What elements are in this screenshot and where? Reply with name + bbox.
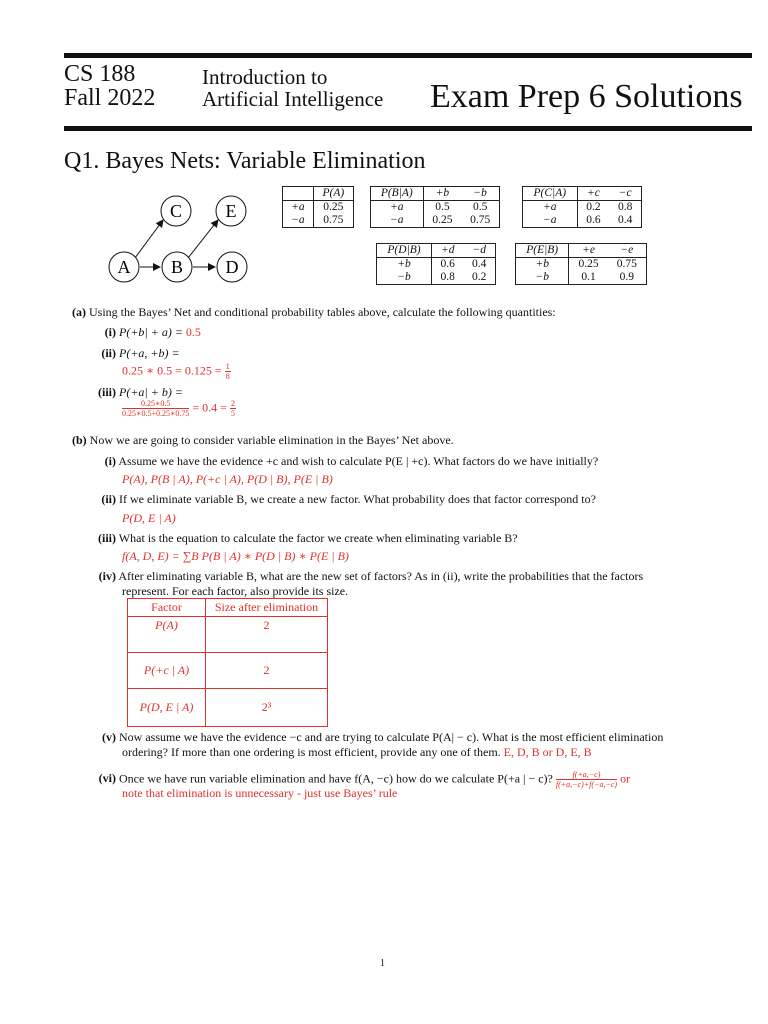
cpt-cell: 0.75 xyxy=(323,214,344,226)
node-c-label: C xyxy=(169,201,183,221)
answer-text: 0.25 ∗ 0.5 = 0.125 = xyxy=(122,363,222,378)
prompt-text: Now we are going to consider variable elimination in the Bayes’ Net above. xyxy=(89,433,454,447)
part-b-iii xyxy=(94,531,518,546)
fraction xyxy=(556,770,617,789)
cpt-cell: 0.2 xyxy=(586,201,601,213)
part-a-ii xyxy=(94,346,180,361)
size-cell: 2³ xyxy=(206,689,328,727)
cpt-header: +d xyxy=(431,244,463,258)
denominator: f(+a,−c)+f(−a,−c) xyxy=(555,780,618,789)
cpt-header xyxy=(283,187,314,201)
item-label: (i) xyxy=(104,454,116,468)
cpt-cell: 0.6 xyxy=(586,214,601,226)
answer-text: P(D, E | A) xyxy=(122,511,176,525)
denominator: 8 xyxy=(225,372,230,381)
course-term: Fall 2022 xyxy=(64,85,156,111)
question-text: What is the equation to calculate the factor we create when eliminating variable B? xyxy=(118,531,518,545)
denominator: 5 xyxy=(230,409,235,418)
size-cell: 2 xyxy=(206,617,328,653)
denominator: 0.25∗0.5+0.25∗0.75 xyxy=(122,409,190,418)
page-number: 1 xyxy=(380,958,385,969)
cpt-cell: 0.25 xyxy=(578,258,599,270)
cpt-p-d-given-b xyxy=(376,243,496,285)
question-title: Q1. Bayes Nets: Variable Elimination xyxy=(64,148,426,174)
question-text: P(+a| + b) = xyxy=(119,385,183,399)
part-a-i xyxy=(94,325,201,340)
part-a-iii xyxy=(94,385,183,400)
cpt-cell: 0.4 xyxy=(617,214,633,226)
part-b-v xyxy=(94,730,663,745)
cpt-cell: −a xyxy=(523,214,578,228)
numerator: f(+a,−c) xyxy=(556,770,617,780)
cpt-header: +b xyxy=(423,187,461,201)
cpt-cell: 0.9 xyxy=(619,271,635,283)
item-label: (vi) xyxy=(98,771,116,786)
size-cell: 2 xyxy=(206,653,328,689)
factor-table xyxy=(127,598,328,727)
fraction xyxy=(230,399,236,418)
item-label: (v) xyxy=(102,730,116,744)
cpt-header: +e xyxy=(569,244,608,258)
answer-text: P(A), P(B | A), P(+c | A), P(D | B), P(E | B) xyxy=(122,472,333,486)
part-b-v-line2 xyxy=(122,745,592,760)
course-block xyxy=(64,62,155,110)
factor-cell: P(+c | A) xyxy=(128,653,206,689)
part-a-prompt xyxy=(72,305,556,320)
item-label: (ii) xyxy=(101,346,116,360)
item-label: (iii) xyxy=(98,385,116,399)
header-top-rule xyxy=(64,53,752,58)
cpt-cell: 0.5 xyxy=(435,201,450,213)
answer-text: E, D, B or D, E, B xyxy=(503,745,592,759)
table-header: Size after elimination xyxy=(206,599,328,617)
cpt-cell: +a xyxy=(523,201,578,215)
item-label: (iv) xyxy=(98,569,116,583)
part-b-i xyxy=(94,454,598,469)
answer-text: = 0.4 = xyxy=(192,400,227,415)
question-text: Once we have run variable elimination and have f(A, −c) how do we calculate P(+a | − c)? xyxy=(119,771,553,786)
factor-cell: P(D, E | A) xyxy=(128,689,206,727)
part-b-iv xyxy=(94,569,643,584)
cpt-cell: −b xyxy=(377,271,432,285)
prompt-text: Using the Bayes’ Net and conditional probability tables above, calculate the following quantities: xyxy=(89,305,556,319)
answer-text: or xyxy=(620,771,631,786)
part-a-ii-answer xyxy=(122,362,231,381)
cpt-header: −c xyxy=(609,187,641,201)
cpt-cell: 0.25 xyxy=(432,214,453,226)
question-text: Now assume we have the evidence −c and are trying to calculate P(A| − c). What is the most efficient elimination xyxy=(119,730,664,744)
numerator: 1 xyxy=(225,362,230,371)
cpt-cell: 0.2 xyxy=(472,271,487,283)
course-code: CS 188 xyxy=(64,61,136,87)
cpt-header: −d xyxy=(463,244,495,258)
cpt-cell: +a xyxy=(371,201,424,215)
node-a-label: A xyxy=(117,257,131,277)
edge-b-e xyxy=(188,220,218,258)
item-label: (ii) xyxy=(101,492,116,506)
cpt-header: P(B|A) xyxy=(371,187,424,201)
question-text: P(+a, +b) = xyxy=(119,346,180,360)
cpt-cell: 0.1 xyxy=(581,271,596,283)
cpt-p-b-given-a xyxy=(370,186,500,228)
answer-text: f(A, D, E) = ∑B P(B | A) ∗ P(D | B) ∗ P(E | B) xyxy=(122,549,349,563)
bayes-net-diagram xyxy=(100,190,270,290)
numerator: 2 xyxy=(230,399,235,408)
table-header: Factor xyxy=(128,599,206,617)
question-text: If we eliminate variable B, we create a new factor. What probability does that factor correspond to? xyxy=(119,492,596,506)
node-b-label: B xyxy=(170,257,184,277)
cpt-cell: 0.8 xyxy=(617,201,633,213)
cpt-header: −e xyxy=(608,244,647,258)
document-title: Exam Prep 6 Solutions xyxy=(430,78,743,115)
question-text: After eliminating variable B, what are the new set of factors? As in (ii), write the probabilities that the factors xyxy=(118,569,644,583)
item-label: (iii) xyxy=(98,531,116,545)
cpt-header: P(D|B) xyxy=(377,244,432,258)
cpt-header: P(A) xyxy=(313,187,353,201)
cpt-p-c-given-a xyxy=(522,186,642,228)
part-label: (a) xyxy=(72,305,86,319)
header-bottom-rule xyxy=(64,126,752,131)
item-label: (i) xyxy=(104,325,116,339)
question-text: Assume we have the evidence +c and wish to calculate P(E | +c). What factors do we have initially? xyxy=(118,454,599,468)
part-a-iii-answer xyxy=(122,399,236,418)
cpt-header: +c xyxy=(577,187,609,201)
cpt-cell: +b xyxy=(516,258,569,272)
subject-line-1: Introduction to xyxy=(202,65,328,89)
answer-text: 0.5 xyxy=(185,325,201,339)
cpt-cell: 0.75 xyxy=(470,214,491,226)
cpt-cell: 0.5 xyxy=(472,201,488,213)
cpt-cell: 0.25 xyxy=(323,201,344,213)
question-text: ordering? If more than one ordering is most efficient, provide any one of them. xyxy=(122,745,501,759)
cpt-header: P(E|B) xyxy=(516,244,569,258)
cpt-p-e-given-b xyxy=(515,243,647,285)
fraction xyxy=(122,399,189,418)
part-b-prompt xyxy=(72,433,454,448)
cpt-cell: 0.4 xyxy=(472,258,487,270)
part-b-ii xyxy=(94,492,596,507)
subject-block xyxy=(202,66,383,110)
cpt-p-a xyxy=(282,186,354,228)
cpt-header: −b xyxy=(461,187,499,201)
cpt-cell: 0.8 xyxy=(440,271,455,283)
numerator: 0.25∗0.5 xyxy=(122,399,189,409)
cpt-cell: +b xyxy=(377,258,432,272)
fraction xyxy=(225,362,231,381)
cpt-header: P(C|A) xyxy=(523,187,578,201)
part-label: (b) xyxy=(72,433,87,447)
question-text: P(+b| + a) = xyxy=(119,325,183,339)
answer-text: note that elimination is unnecessary - just use Bayes’ rule xyxy=(122,786,398,800)
subject-line-2: Artificial Intelligence xyxy=(202,87,384,111)
node-d-label: D xyxy=(225,257,239,277)
factor-cell: P(A) xyxy=(128,617,206,653)
node-e-label: E xyxy=(225,201,237,221)
edge-a-c xyxy=(135,220,163,258)
cpt-cell: −a xyxy=(371,214,424,228)
cpt-cell: −b xyxy=(516,271,569,285)
cpt-cell: −a xyxy=(283,214,314,228)
cpt-cell: 0.6 xyxy=(440,258,455,270)
question-text: represent. For each factor, also provide its size. xyxy=(122,584,349,598)
cpt-cell: 0.75 xyxy=(616,258,637,270)
cpt-cell: +a xyxy=(283,201,314,215)
